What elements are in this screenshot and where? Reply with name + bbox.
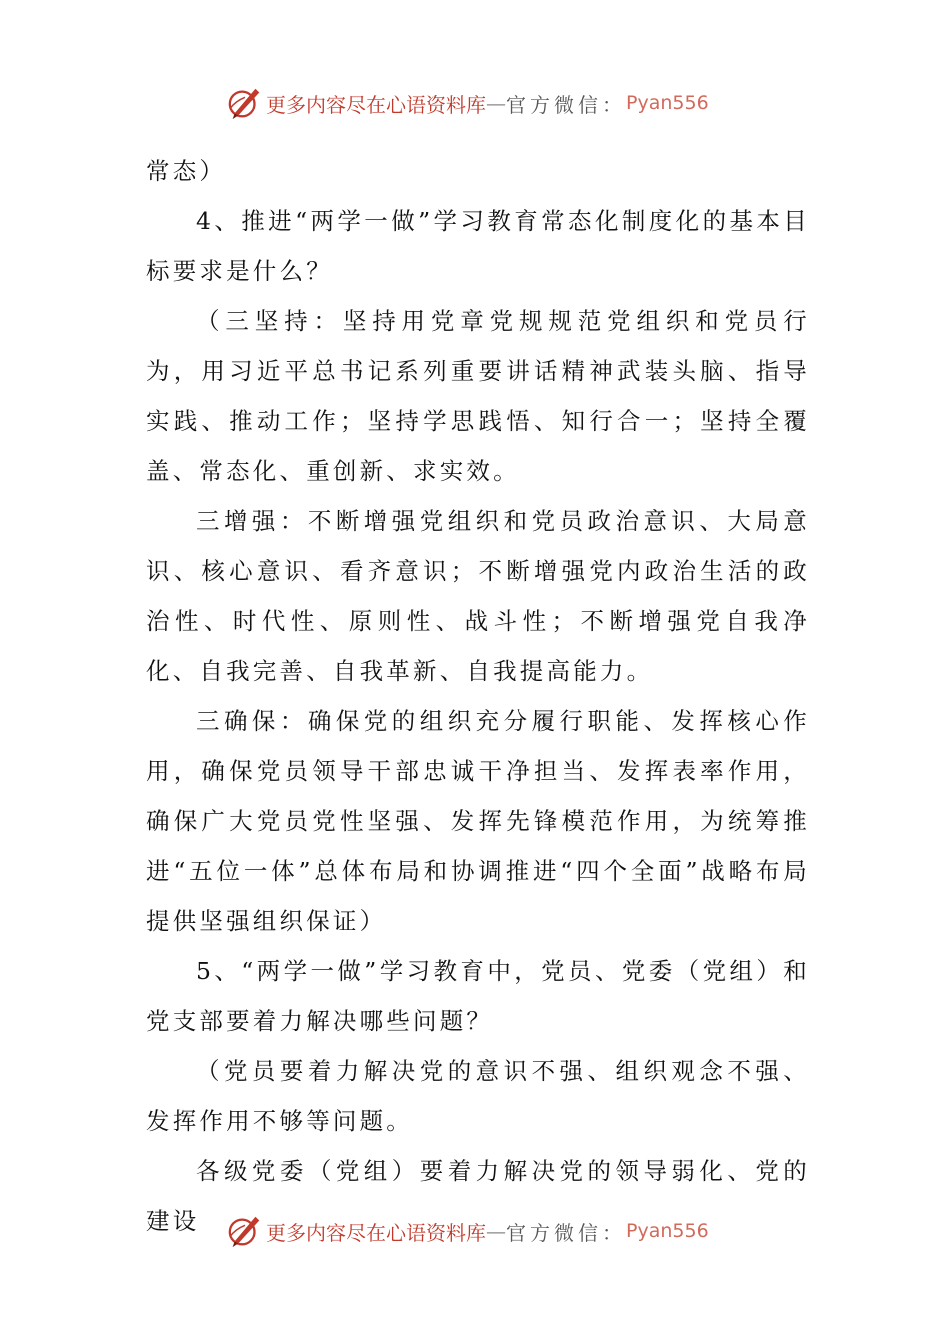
watermark-red-text: 更多内容尽在心语资料库 — [266, 1220, 486, 1245]
paragraph: 5、“两学一做”学习教育中，党员、党委（党组）和党支部要着力解决哪些问题？ — [146, 957, 810, 1035]
watermark-wechat-id: Pyan556 — [626, 92, 709, 114]
header-watermark — [226, 83, 709, 123]
pen-logo-icon — [226, 84, 264, 122]
watermark-gray-text: 官方微信： — [506, 1220, 626, 1245]
paragraph: 4、推进“两学一做”学习教育常态化制度化的基本目标要求是什么？ — [146, 207, 810, 285]
watermark-wechat-id: Pyan556 — [626, 1220, 709, 1242]
paragraph: 常态） — [146, 157, 227, 185]
paragraph: 各级党委（党组）要着力解决党的领导弱化、党的建设 — [146, 1157, 810, 1235]
watermark-red-text: 更多内容尽在心语资料库 — [266, 92, 486, 117]
paragraph: （三坚持：坚持用党章党规规范党组织和党员行为，用习近平总书记系列重要讲话精神武装头脑、指导实践、推动工作；坚持学思践悟、知行合一；坚持全覆盖、常态化、重创新、求实效。 — [146, 307, 810, 485]
pen-logo-icon — [226, 1212, 264, 1250]
paragraph: 三确保：确保党的组织充分履行职能、发挥核心作用，确保党员领导干部忠诚干净担当、发挥表率作用，确保广大党员党性坚强、发挥先锋模范作用，为统筹推进“五位一体”总体布局和协调推进“四个全面”战略布局提供坚强组织保证） — [146, 707, 810, 935]
paragraph: （党员要着力解决党的意识不强、组织观念不强、发挥作用不够等问题。 — [146, 1057, 810, 1135]
watermark-gray-text: 官方微信： — [506, 92, 626, 117]
document-body — [146, 146, 810, 1246]
footer-watermark — [226, 1211, 709, 1251]
paragraph: 三增强：不断增强党组织和党员政治意识、大局意识、核心意识、看齐意识；不断增强党内政治生活的政治性、时代性、原则性、战斗性；不断增强党自我净化、自我完善、自我革新、自我提高能力。 — [146, 507, 810, 685]
watermark-dash: — — [486, 1219, 506, 1243]
watermark-dash: — — [486, 91, 506, 115]
